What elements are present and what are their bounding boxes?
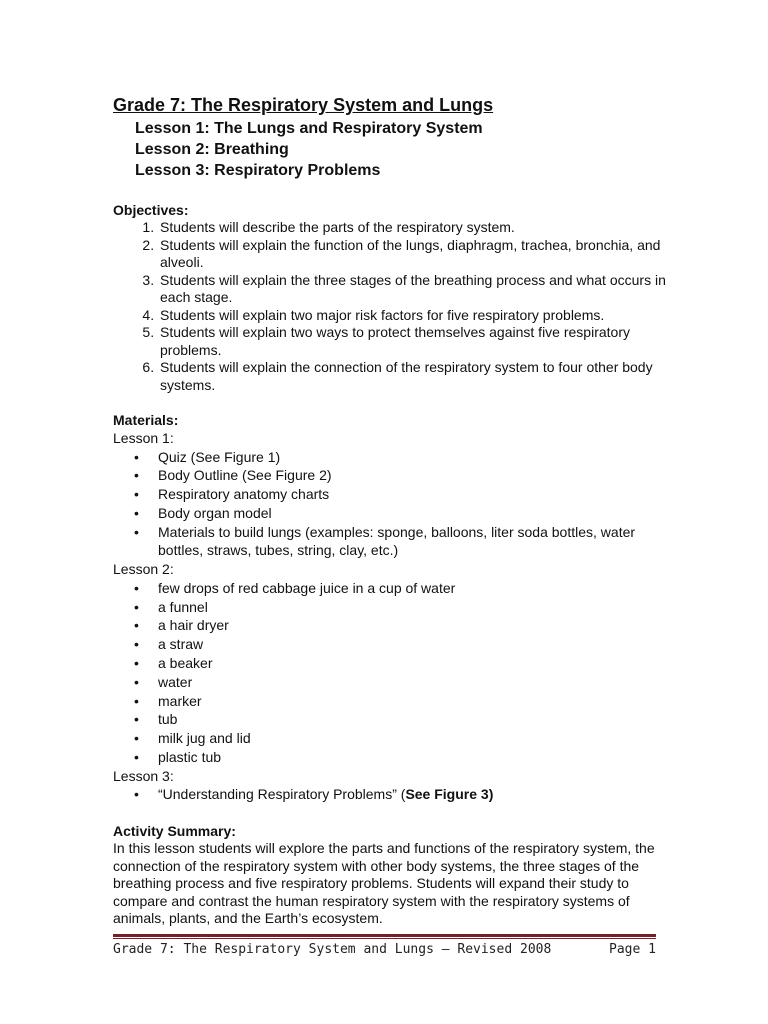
lesson3-label: Lesson 3: — [113, 767, 174, 784]
objectives-list — [113, 219, 673, 394]
objective-item: 5. Students will explain two ways to protect themselves against five respiratory problems. — [158, 324, 673, 359]
lesson3-materials-list — [113, 785, 673, 804]
material-item-text: “Understanding Respiratory Problems” ( — [158, 786, 406, 803]
objective-item: 2. Students will explain the function of the lungs, diaphragm, trachea, bronchia, and alveoli. — [158, 237, 673, 272]
material-item — [158, 785, 673, 804]
material-item: • plastic tub — [158, 748, 673, 767]
page-footer — [113, 942, 656, 957]
objectives-section — [113, 201, 673, 394]
objective-item: 4. Students will explain two major risk factors for five respiratory problems. — [158, 307, 673, 325]
material-item: • tub — [158, 710, 673, 729]
footer-rule — [113, 934, 656, 937]
material-item: • Body organ model — [158, 504, 673, 523]
material-item: • a straw — [158, 635, 673, 654]
lesson1-label: Lesson 1: — [113, 430, 174, 446]
material-item: • a beaker — [158, 654, 673, 673]
lesson-title: Lesson 2: Breathing — [135, 141, 289, 158]
material-item: • water — [158, 673, 673, 692]
lesson2-materials-list — [113, 579, 673, 767]
material-item: • Body Outline (See Figure 2) — [158, 466, 673, 485]
document-page — [113, 94, 673, 928]
lesson-list — [135, 118, 673, 181]
objectives-heading: Objectives: — [113, 202, 189, 218]
materials-heading: Materials: — [113, 412, 179, 428]
material-item: • few drops of red cabbage juice in a cup of water — [158, 579, 673, 598]
lesson2-label: Lesson 2: — [113, 561, 174, 578]
lesson-title: Lesson 3: Respiratory Problems — [135, 162, 381, 179]
material-item: • a hair dryer — [158, 616, 673, 635]
materials-section — [113, 411, 673, 804]
material-item: • Respiratory anatomy charts — [158, 485, 673, 504]
objective-item: 1. Students will describe the parts of the respiratory system. — [158, 219, 673, 237]
objective-item: 3. Students will explain the three stages of the breathing process and what occurs in each stage. — [158, 272, 673, 307]
material-item: • Materials to build lungs (examples: sponge, balloons, liter soda bottles, water bottles, straws, tubes, string, clay, etc.) — [158, 523, 673, 561]
material-item: • marker — [158, 692, 673, 711]
activity-summary-text: In this lesson students will explore the parts and functions of the respiratory system, the connection of the respiratory system with other body systems, the three stages of the breathing process and five respiratory problems. Students will expand their study to compare and contrast the human respiratory system with the respiratory systems of animals, plants, and the Earth’s ecosystem. — [113, 840, 655, 927]
material-item: • milk jug and lid — [158, 729, 673, 748]
lesson-title: Lesson 1: The Lungs and Respiratory System — [135, 120, 483, 137]
page-title: Grade 7: The Respiratory System and Lungs — [113, 95, 494, 115]
figure-reference: See Figure 3) — [405, 786, 494, 803]
page-number: Page 1 — [609, 942, 656, 957]
footer-rule-thin — [113, 938, 656, 939]
footer-title: Grade 7: The Respiratory System and Lungs – Revised 2008 — [113, 942, 552, 957]
activity-summary-section — [113, 822, 673, 928]
lesson1-materials-list — [113, 448, 673, 561]
material-item: • a funnel — [158, 598, 673, 617]
activity-summary-heading: Activity Summary: — [113, 823, 236, 840]
material-item: • Quiz (See Figure 1) — [158, 448, 673, 467]
objective-item: 6. Students will explain the connection of the respiratory system to four other body systems. — [158, 359, 673, 394]
